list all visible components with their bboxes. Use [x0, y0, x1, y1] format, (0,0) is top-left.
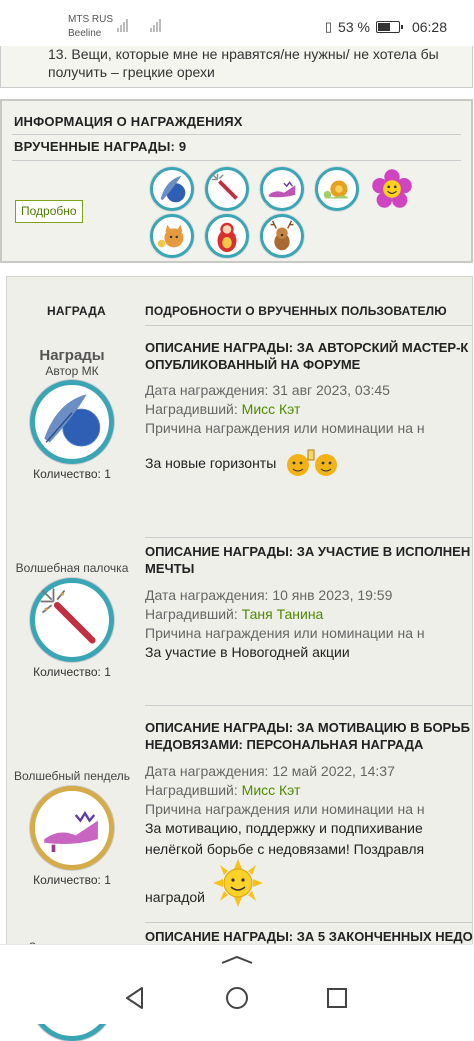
awarder-link[interactable]: Мисс Кэт: [241, 782, 301, 798]
matryoshka-icon[interactable]: [205, 214, 249, 258]
carrier-info: [68, 13, 113, 41]
reason-text: За мотивацию, поддержку и подпихивание: [145, 820, 423, 836]
award-subtitle: Автор МК: [45, 364, 99, 378]
chevron-up-icon[interactable]: [220, 955, 254, 965]
sun-smiley-icon: [213, 859, 263, 907]
status-bar: [0, 0, 473, 46]
award-name: Волшебная палочка: [15, 561, 129, 575]
award-quantity: Количество: 1: [33, 873, 111, 887]
awarder-line: [145, 781, 474, 800]
reason-text: За участие в Новогодней акции: [145, 644, 350, 660]
award-description-title: ОПИСАНИЕ НАГРАДЫ: ЗА АВТОРСКИЙ МАСТЕР-К: [145, 340, 469, 355]
deer-icon[interactable]: [260, 214, 304, 258]
awarder-line: [145, 400, 474, 419]
awarder-label: Наградивший:: [145, 606, 242, 622]
awards-info-panel: [0, 99, 473, 263]
awards-count: ВРУЧЕННЫЕ НАГРАДЫ: 9: [14, 139, 187, 154]
column-header-award: НАГРАДА: [47, 304, 106, 318]
awarder-link[interactable]: Таня Танина: [241, 606, 324, 622]
award-date: Дата награждения: 31 авг 2023, 03:45: [145, 382, 390, 398]
award-quantity: Количество: 1: [33, 467, 111, 481]
profile-text: 13. Вещи, которые мне не нравятся/не нужны/ не хотела бы получить – грецкие орехи: [48, 46, 439, 80]
award-name: Награды: [39, 347, 105, 364]
system-navigation-bar: [0, 944, 473, 1024]
divider: [145, 325, 472, 326]
awarder-link[interactable]: Мисс Кэт: [241, 401, 301, 417]
home-icon[interactable]: [224, 985, 250, 1011]
divider: [12, 160, 461, 161]
award-description-title-cont: МЕЧТЫ: [145, 561, 195, 576]
awards-table: [6, 276, 473, 956]
vibrate-icon: ▯: [324, 19, 333, 34]
reason-text-cont: нелёгкой борьбе с недовязами! Поздравля: [145, 841, 425, 857]
snail-icon[interactable]: [315, 167, 359, 211]
award-description-title-cont: ОПУБЛИКОВАННЫЙ НА ФОРУМЕ: [145, 357, 361, 372]
divider: [12, 134, 461, 135]
back-icon[interactable]: [122, 985, 148, 1011]
divider: [145, 922, 472, 923]
profile-text-box: [0, 46, 473, 88]
battery-icon: [376, 21, 400, 33]
divider: [145, 537, 472, 538]
award-description-title-cont: НЕДОВЯЗАМИ: ПЕРСОНАЛЬНАЯ НАГРАДА: [145, 737, 424, 752]
divider: [145, 705, 472, 706]
reason-line-3: [145, 859, 474, 907]
details-button[interactable]: Подробно: [15, 200, 83, 223]
flower-smiley-icon[interactable]: [370, 167, 414, 211]
shoe-icon[interactable]: [260, 167, 304, 211]
award-description-title: ОПИСАНИЕ НАГРАДЫ: ЗА 5 ЗАКОНЧЕННЫХ НЕДО: [145, 929, 473, 944]
award-name: Волшебный пендель: [13, 769, 131, 783]
reason-line: [145, 448, 474, 478]
recents-icon[interactable]: [324, 985, 350, 1011]
award-description-title: ОПИСАНИЕ НАГРАДЫ: ЗА МОТИВАЦИЮ В БОРЬБ: [145, 720, 470, 735]
signal-icon-2: [150, 18, 161, 32]
magic-wand-icon[interactable]: [205, 167, 249, 211]
awarder-label: Наградивший:: [145, 782, 242, 798]
status-right: [325, 19, 447, 35]
award-description-title: ОПИСАНИЕ НАГРАДЫ: ЗА УЧАСТИЕ В ИСПОЛНЕН: [145, 544, 471, 559]
cat-icon[interactable]: [150, 214, 194, 258]
column-header-details: ПОДРОБНОСТИ О ВРУЧЕННЫХ ПОЛЬЗОВАТЕЛЮ: [145, 304, 447, 318]
reason-label: Причина награждения или номинации на н: [145, 801, 425, 817]
battery-percent: 53 %: [338, 19, 370, 35]
reason-text-end: наградой: [145, 889, 205, 905]
signal-icon-1: [117, 18, 128, 32]
magic-wand-icon[interactable]: [30, 578, 114, 662]
reason-label: Причина награждения или номинации на н: [145, 625, 425, 641]
award-date: Дата награждения: 12 май 2022, 14:37: [145, 763, 395, 779]
carrier-2: Beeline: [68, 28, 102, 39]
award-date: Дата награждения: 10 янв 2023, 19:59: [145, 587, 393, 603]
awarder-label: Наградивший:: [145, 401, 242, 417]
reason-text: За новые горизонты: [145, 454, 277, 471]
page-content: [0, 46, 473, 944]
awarder-line: [145, 605, 474, 624]
shoe-icon[interactable]: [30, 786, 114, 870]
cheers-smileys-icon: [284, 448, 342, 478]
feather-yarn-icon[interactable]: [150, 167, 194, 211]
clock: 06:28: [411, 19, 447, 35]
awards-info-title: ИНФОРМАЦИЯ О НАГРАЖДЕНИЯХ: [14, 114, 243, 129]
carrier-1: MTS RUS: [68, 14, 113, 25]
reason-label: Причина награждения или номинации на н: [145, 420, 425, 436]
feather-yarn-icon[interactable]: [30, 380, 114, 464]
award-quantity: Количество: 1: [33, 665, 111, 679]
